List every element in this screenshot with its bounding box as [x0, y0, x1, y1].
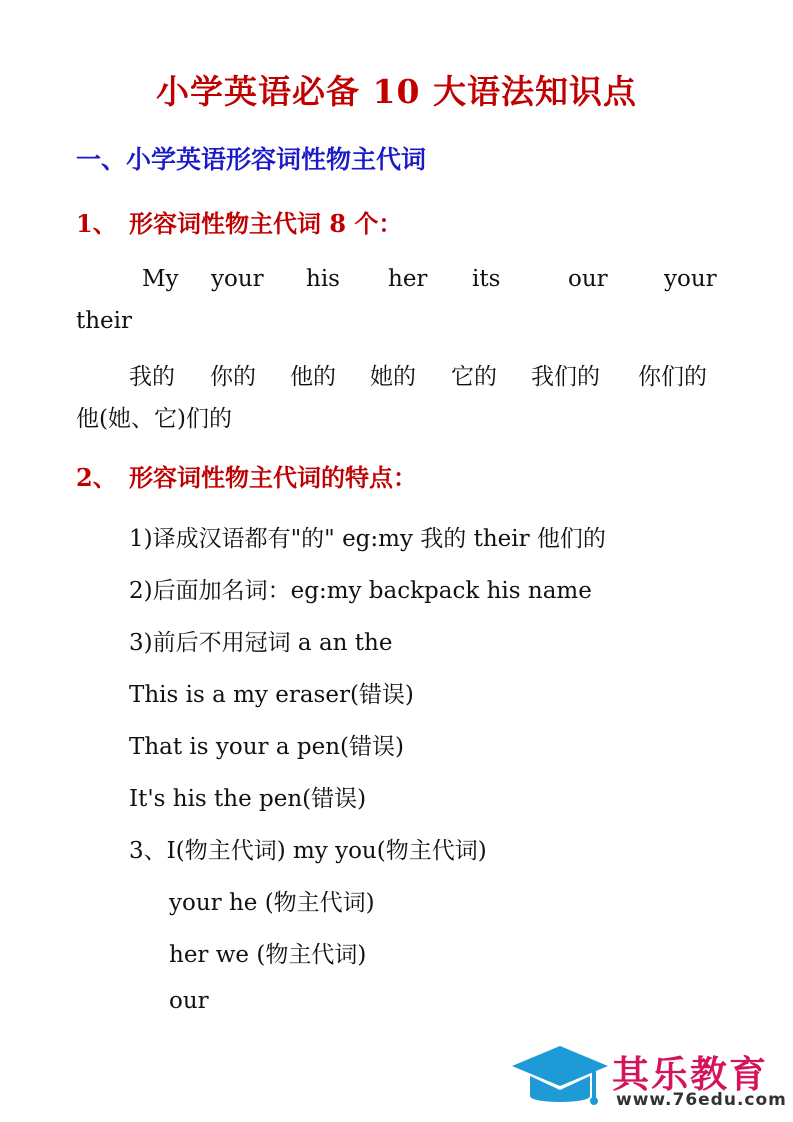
- subheading-2-number: 2、: [76, 463, 117, 492]
- graduation-cap-icon: [508, 1040, 612, 1116]
- pronoun-zh-2: 你的: [210, 364, 256, 390]
- pronoun-en-3: his: [306, 266, 340, 292]
- point-2: 2)后面加名词：eg:my backpack his name: [129, 578, 592, 604]
- example-wrong-1: This is a my eraser(错误): [129, 682, 414, 708]
- pronoun-zh-5: 它的: [451, 364, 497, 390]
- pronoun-en-7: your: [664, 266, 717, 292]
- brand-url: www.76edu.com: [616, 1090, 787, 1110]
- subheading-1-text: 形容词性物主代词 8 个：: [129, 209, 403, 238]
- brand-logo: [508, 1040, 788, 1116]
- pronoun-zh-6: 我们的: [531, 364, 600, 390]
- document-title: 小学英语必备 10 大语法知识点: [156, 72, 637, 111]
- pronoun-zh-8: 他(她、它)们的: [76, 406, 232, 432]
- subheading-2-text: 形容词性物主代词的特点：: [129, 463, 417, 492]
- point-1: 1)译成汉语都有"的" eg:my 我的 their 他们的: [129, 526, 606, 552]
- pronoun-zh-1: 我的: [129, 364, 175, 390]
- pronoun-zh-7: 你们的: [638, 364, 707, 390]
- example-wrong-2: That is your a pen(错误): [129, 734, 404, 760]
- pronoun-zh-4: 她的: [370, 364, 416, 390]
- subheading-1: [76, 204, 402, 239]
- sub-point-1: your he (物主代词): [169, 890, 375, 916]
- point-3: 3)前后不用冠词 a an the: [129, 630, 393, 656]
- sub-point-3: our: [169, 988, 209, 1014]
- sub-point-2: her we (物主代词): [169, 942, 367, 968]
- subheading-2: [76, 458, 417, 493]
- brand-name: 其乐教育: [612, 1053, 768, 1096]
- pronoun-en-2: your: [211, 266, 264, 292]
- point-pronoun-pairs: 3、I(物主代词) my you(物主代词): [129, 838, 487, 864]
- section-heading: 一、小学英语形容词性物主代词: [76, 145, 427, 174]
- subheading-1-number: 1、: [76, 209, 117, 238]
- pronoun-en-8: their: [76, 308, 133, 334]
- pronoun-en-4: her: [388, 266, 428, 292]
- pronoun-en-5: its: [472, 266, 501, 292]
- pronoun-zh-3: 他的: [290, 364, 336, 390]
- example-wrong-3: It's his the pen(错误): [129, 786, 367, 812]
- pronoun-en-6: our: [568, 266, 608, 292]
- pronoun-en-1: My: [142, 266, 179, 292]
